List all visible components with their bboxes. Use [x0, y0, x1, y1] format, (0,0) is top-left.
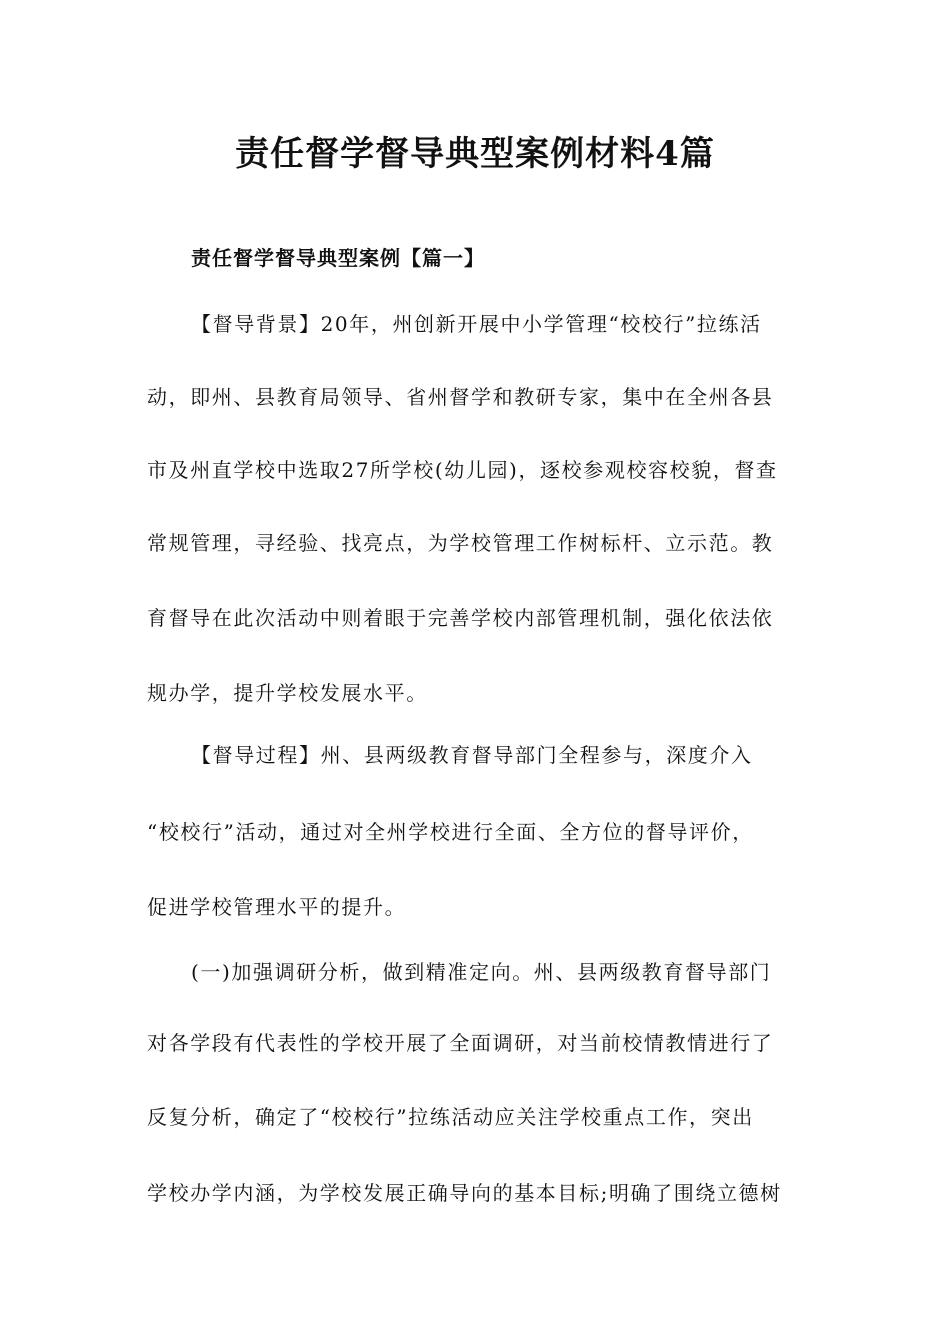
paragraph-line: 【督导过程】州、县两级教育督导部门全程参与，深度介入	[191, 743, 753, 767]
paragraph-line: 动，即州、县教育局领导、省州督学和教研专家，集中在全州各县	[147, 385, 774, 409]
paragraph-line: 对各学段有代表性的学校开展了全面调研，对当前校情教情进行了	[147, 1031, 774, 1055]
paragraph-line: (一)加强调研分析，做到精准定向。州、县两级教育督导部门	[191, 960, 772, 984]
paragraph-line: 育督导在此次活动中则着眼于完善学校内部管理机制，强化依法依	[147, 606, 774, 630]
paragraph-line: 市及州直学校中选取27所学校(幼儿园)，逐校参观校容校貌，督查	[147, 458, 778, 482]
section-heading: 责任督学督导典型案例【篇一】	[191, 246, 485, 270]
paragraph-line: 学校办学内涵，为学校发展正确导向的基本目标;明确了围绕立德树	[147, 1181, 782, 1205]
document-title: 责任督学督导典型案例材料4篇	[235, 134, 715, 174]
paragraph-line: 规办学，提升学校发展水平。	[147, 681, 428, 705]
paragraph-line: 【督导背景】20年，州创新开展中小学管理“校校行”拉练活	[191, 312, 762, 336]
paragraph-line: 反复分析，确定了“校校行”拉练活动应关注学校重点工作，突出	[147, 1105, 754, 1129]
paragraph-line: 促进学校管理水平的提升。	[147, 895, 407, 919]
paragraph-line: 常规管理，寻经验、找亮点，为学校管理工作树标杆、立示范。教	[147, 531, 774, 555]
paragraph-line: “校校行”活动，通过对全州学校进行全面、全方位的督导评价，	[147, 820, 754, 844]
